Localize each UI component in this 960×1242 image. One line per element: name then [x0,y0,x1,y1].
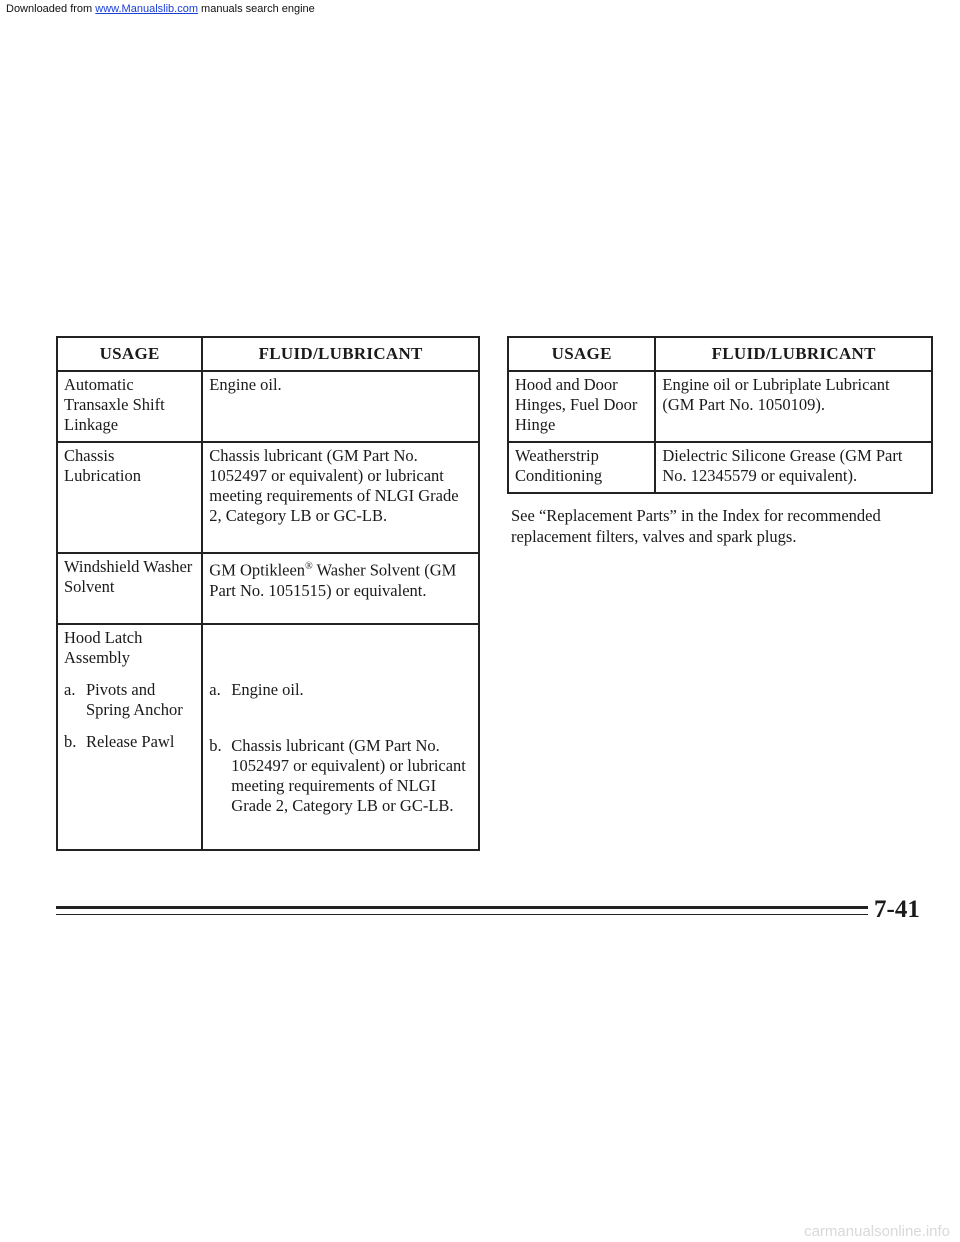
watermark-text: carmanualsonline.info [804,1223,950,1240]
sub-item [209,680,472,700]
footer-rule-thick [56,906,868,909]
fluid-column-header: FLUID/LUBRICANT [202,337,479,371]
table-row [508,371,932,442]
usage-cell: Chassis Lubrication [57,442,202,553]
usage-cell: Windshield Washer Solvent [57,553,202,624]
footer-rule-thin [56,914,868,915]
item-usage: Pivots and Spring Anchor [86,680,183,719]
manualslib-link[interactable]: www.Manualslib.com [95,3,198,15]
table-row [57,371,479,442]
item-letter: a. [209,680,221,699]
hood-latch-label: Hood Latch Assembly [64,628,143,667]
registered-mark: ® [305,561,313,572]
table-row [57,553,479,624]
item-letter: b. [209,736,222,755]
fluid-text: Washer Solvent (GM Part No. 1051515) or equivalent. [209,560,457,600]
table-header-row [57,337,479,371]
sub-item [64,680,195,720]
download-prefix: Downloaded from [6,3,96,15]
fluid-text: GM Optikleen [209,560,306,580]
right-lubricant-table [507,336,933,494]
fluid-cell [202,624,479,850]
fluid-cell: Dielectric Silicone Grease (GM Part No. 12345579 or equivalent). [655,442,932,493]
fluid-cell: Chassis lubricant (GM Part No. 1052497 or equivalent) or lubricant meeting requirements of NLGI Grade 2, Category LB or GC-LB. [202,442,479,553]
item-letter: a. [64,680,76,699]
item-fluid: Engine oil. [231,680,304,699]
item-letter: b. [64,732,77,751]
item-fluid: Chassis lubricant (GM Part No. 1052497 or equivalent) or lubricant meeting requirements of NLGI Grade 2, Category LB or GC-LB. [231,736,466,815]
fluid-cell [202,553,479,624]
usage-cell: Hood and Door Hinges, Fuel Door Hinge [508,371,655,442]
item-usage: Release Pawl [86,732,175,751]
sub-item [64,732,195,752]
fluid-column-header: FLUID/LUBRICANT [655,337,932,371]
table-row [508,442,932,493]
fluid-cell: Engine oil. [202,371,479,442]
usage-column-header: USAGE [508,337,655,371]
usage-column-header: USAGE [57,337,202,371]
sub-item [209,736,472,816]
left-lubricant-table [56,336,480,851]
usage-cell: Weatherstrip Conditioning [508,442,655,493]
usage-cell: Automatic Transaxle Shift Linkage [57,371,202,442]
download-source-line [6,3,315,15]
usage-cell [57,624,202,850]
fluid-cell: Engine oil or Lubriplate Lubricant (GM Part No. 1050109). [655,371,932,442]
page-number: 7-41 [874,896,920,923]
replacement-parts-note: See “Replacement Parts” in the Index for recommended replacement filters, valves and spark plugs. [511,506,881,546]
download-suffix: manuals search engine [197,3,315,15]
table-header-row [508,337,932,371]
table-row-hood-latch [57,624,479,850]
table-row [57,442,479,553]
